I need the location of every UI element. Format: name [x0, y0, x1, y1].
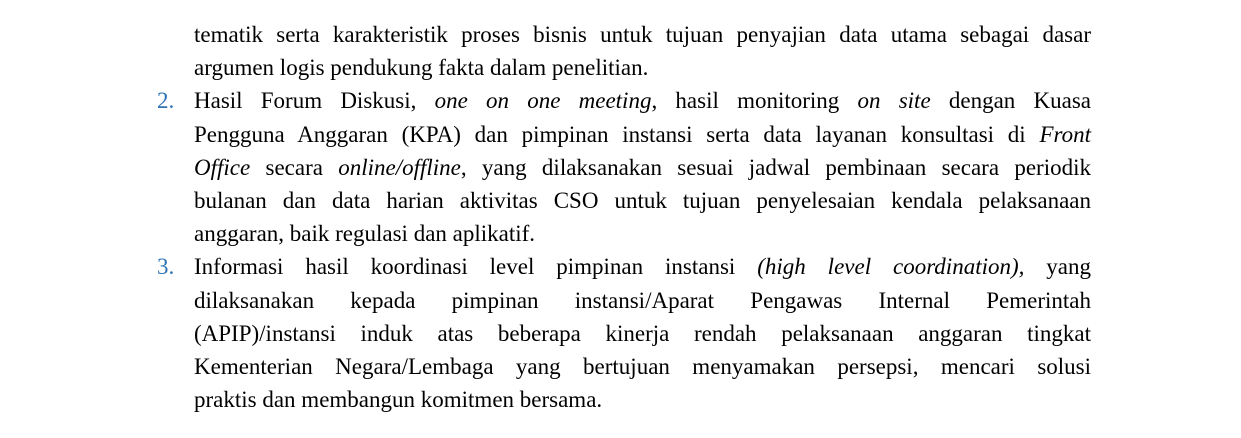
- paragraph-1: [194, 18, 1091, 84]
- list-number: 2.: [157, 88, 175, 114]
- text-line: [194, 118, 1091, 151]
- paragraph-3: [194, 250, 1091, 416]
- text-run: secara: [250, 154, 339, 180]
- italic-text: Front: [1039, 121, 1091, 147]
- text-line: bulanan dan data harian aktivitas CSO untuk tujuan penyelesaian kendala pelaksanaan: [194, 188, 1091, 214]
- text-line: tematik serta karakteristik proses bisnis untuk tujuan penyajian data utama sebagai dasar: [194, 22, 1091, 47]
- text-line: Kementerian Negara/Lembaga yang bertujuan menyamakan persepsi, mencari solusi: [194, 354, 1091, 380]
- text-line: argumen logis pendukung fakta dalam penelitian.: [194, 55, 649, 81]
- list-item-3: [0, 250, 1091, 416]
- text-line: anggaran, baik regulasi dan aplikatif.: [194, 221, 536, 247]
- text-line: [194, 84, 1091, 117]
- italic-text: Office: [194, 154, 251, 180]
- text-line: praktis dan membangun komitmen bersama.: [194, 387, 603, 413]
- text-line: [194, 250, 1091, 283]
- italic-text: online/offline: [338, 154, 461, 180]
- list-number: 3.: [157, 254, 175, 280]
- italic-text: one on one meeting: [434, 88, 652, 114]
- italic-text: on site: [857, 88, 931, 114]
- paragraph-2: [194, 84, 1091, 250]
- text-line: dilaksanakan kepada pimpinan instansi/Aparat Pengawas Internal Pemerintah: [194, 287, 1091, 313]
- list-item-2: [0, 84, 1091, 250]
- text-run: dengan Kuasa: [930, 88, 1091, 114]
- text-run: Pengguna Anggaran (KPA) dan pimpinan instansi serta data layanan konsultasi di: [194, 121, 1040, 147]
- document-body: [0, 18, 1241, 416]
- text-line: (APIP)/instansi induk atas beberapa kinerja rendah pelaksanaan anggaran tingkat: [194, 320, 1091, 346]
- text-run: Hasil Forum Diskusi,: [194, 88, 435, 114]
- text-line: [194, 151, 1091, 184]
- italic-text: (high level coordination),: [757, 254, 1025, 280]
- text-run: , hasil monitoring: [651, 88, 858, 114]
- text-run: yang: [1024, 254, 1092, 280]
- text-run: Informasi hasil koordinasi level pimpinan instansi: [194, 254, 758, 280]
- text-run: , yang dilaksanakan sesuai jadwal pembinaan secara periodik: [460, 154, 1091, 180]
- list-item-1-continuation: [0, 18, 1091, 84]
